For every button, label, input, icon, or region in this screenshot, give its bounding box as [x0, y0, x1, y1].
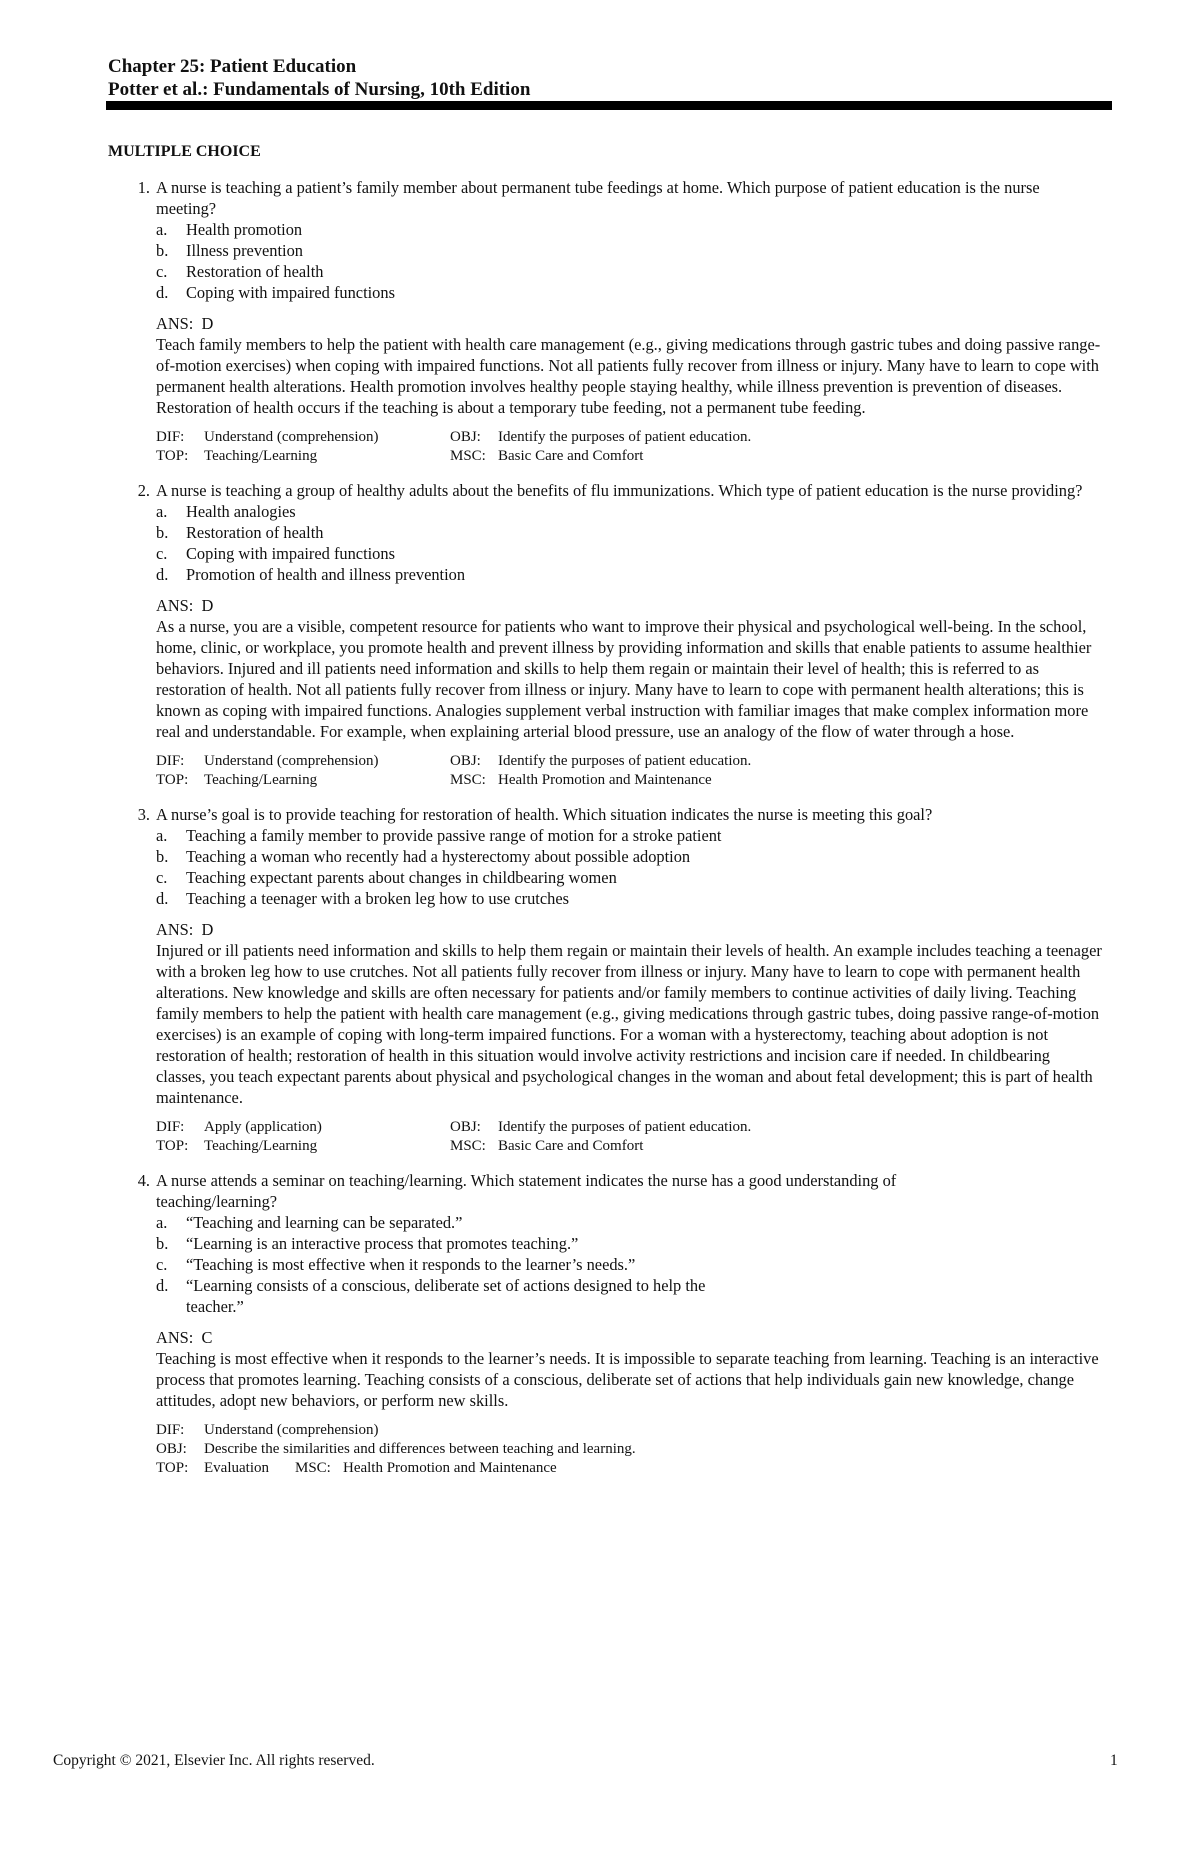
choice-text: Teaching a family member to provide passive range of motion for a stroke patient	[186, 826, 722, 845]
dif-label: DIF:	[156, 753, 185, 769]
choice-letter: a.	[156, 502, 168, 521]
choice-letter: d.	[156, 565, 169, 584]
top-value: Teaching/Learning	[204, 1138, 318, 1154]
section-title: MULTIPLE CHOICE	[108, 143, 261, 160]
choice-c	[156, 543, 1103, 564]
question-stem: A nurse attends a seminar on teaching/learning. Which statement indicates the nurse has a good understanding of teaching/learning?	[156, 1171, 897, 1211]
rationale: Teaching is most effective when it responds to the learner’s needs. It is impossible to separate teaching from learning. Teaching is an interactive process that promotes learning. Teaching consists of a conscious, deliberate set of actions that help individuals gain new knowledge, change attitudes, adopt new behaviors, or perform new skills.	[156, 1349, 1099, 1410]
question-number: 1.	[137, 178, 150, 197]
choice-b	[156, 522, 1103, 543]
question-number: 3.	[137, 805, 150, 824]
msc-label: MSC:	[294, 1460, 331, 1476]
choice-text: Promotion of health and illness prevention	[186, 565, 466, 584]
obj-label: OBJ:	[156, 1441, 187, 1457]
choice-c	[156, 261, 1103, 282]
choice-c	[156, 1254, 1103, 1275]
top-label: TOP:	[156, 1138, 189, 1154]
msc-label: MSC:	[450, 448, 486, 464]
msc-value: Health Promotion and Maintenance	[342, 1460, 557, 1476]
msc-label: MSC:	[450, 1138, 486, 1154]
answer-line	[156, 919, 1103, 940]
choice-letter: d.	[156, 1276, 169, 1295]
answer-label: ANS:	[156, 920, 194, 939]
answer-value: C	[201, 1328, 213, 1347]
choice-text: Coping with impaired functions	[186, 544, 395, 563]
top-label: TOP:	[156, 1460, 189, 1476]
msc-value: Health Promotion and Maintenance	[498, 772, 712, 788]
choice-text: Teaching expectant parents about changes in childbearing women	[186, 868, 617, 887]
top-value: Evaluation	[204, 1460, 269, 1476]
dif-value: Understand (comprehension)	[204, 1422, 379, 1438]
dif-label: DIF:	[156, 1422, 185, 1438]
copyright: Copyright © 2021, Elsevier Inc. All rights reserved.	[53, 1752, 375, 1769]
choice-letter: c.	[156, 262, 168, 281]
top-value: Teaching/Learning	[204, 448, 318, 464]
choice-letter: c.	[156, 868, 168, 887]
choice-list	[156, 1212, 1103, 1317]
answer-label: ANS:	[156, 596, 194, 615]
choice-letter: d.	[156, 283, 169, 302]
choice-d	[156, 282, 1103, 303]
choice-letter: a.	[156, 220, 168, 239]
answer-line	[156, 313, 1103, 334]
rationale: Injured or ill patients need information and skills to help them regain or maintain their levels of health. An example includes teaching a teenager with a broken leg how to use crutches. Not all patients fully recover from illness or injury. Many have to learn to cope with permanent health alterations. New knowledge and skills are often necessary for patients and/or family members to continue activities of daily living. Teaching family members to help the patient with health care management (e.g., giving medications through gastric tubes, doing passive range-of-motion exercises) is an example of coping with long-term impaired functions. For a woman with a hysterectomy, teaching about adoption is not restoration of health; restoration of health in this situation would involve activity restrictions and incision care if needed. In childbearing classes, you teach expectant parents about physical and psychological changes in the woman and about fetal development; this is part of health maintenance.	[156, 941, 1102, 1107]
question-metadata	[156, 752, 1103, 790]
choice-d	[156, 564, 1103, 585]
choice-d	[156, 888, 1103, 909]
choice-text: Coping with impaired functions	[186, 283, 395, 302]
question-list	[108, 177, 1103, 1478]
choice-a	[156, 501, 1103, 522]
choice-b	[156, 240, 1103, 261]
question-metadata	[156, 1118, 1103, 1156]
top-label: TOP:	[156, 772, 189, 788]
question-number: 4.	[137, 1171, 150, 1190]
obj-value: Describe the similarities and differences between teaching and learning.	[204, 1441, 636, 1457]
answer-value: D	[201, 920, 214, 939]
dif-value: Understand (comprehension)	[204, 753, 379, 769]
msc-value: Basic Care and Comfort	[498, 448, 644, 464]
obj-value: Identify the purposes of patient education.	[498, 429, 752, 445]
question-1	[108, 177, 1103, 466]
choice-list	[156, 501, 1103, 585]
choice-text: “Learning is an interactive process that promotes teaching.”	[186, 1234, 579, 1253]
choice-text: “Learning consists of a conscious, deliberate set of actions designed to help the teacher.”	[186, 1276, 706, 1316]
choice-c	[156, 867, 1103, 888]
page-number: 1	[1110, 1752, 1118, 1769]
choice-a	[156, 219, 1103, 240]
dif-value: Understand (comprehension)	[204, 429, 379, 445]
obj-value: Identify the purposes of patient education.	[498, 753, 752, 769]
choice-list	[156, 219, 1103, 303]
obj-label: OBJ:	[450, 429, 481, 445]
obj-label: OBJ:	[450, 753, 481, 769]
choice-letter: b.	[156, 241, 169, 260]
choice-list	[156, 825, 1103, 909]
answer-value: D	[201, 596, 214, 615]
choice-text: “Teaching is most effective when it responds to the learner’s needs.”	[186, 1255, 636, 1274]
question-4	[108, 1170, 1103, 1478]
msc-label: MSC:	[450, 772, 486, 788]
choice-b	[156, 846, 1103, 867]
question-metadata	[156, 428, 1103, 466]
choice-letter: a.	[156, 826, 168, 845]
choice-letter: b.	[156, 523, 169, 542]
choice-letter: b.	[156, 847, 169, 866]
answer-line	[156, 1327, 1103, 1348]
top-label: TOP:	[156, 448, 189, 464]
book-title: Potter et al.: Fundamentals of Nursing, 10th Edition	[108, 79, 531, 100]
choice-text: Health promotion	[186, 220, 303, 239]
obj-label: OBJ:	[450, 1119, 481, 1135]
top-value: Teaching/Learning	[204, 772, 318, 788]
dif-label: DIF:	[156, 429, 185, 445]
header-rule	[106, 101, 1112, 110]
choice-text: Restoration of health	[186, 262, 324, 281]
choice-letter: c.	[156, 544, 168, 563]
chapter-title: Chapter 25: Patient Education	[108, 56, 357, 77]
choice-text: Teaching a teenager with a broken leg how to use crutches	[186, 889, 569, 908]
question-stem: A nurse is teaching a patient’s family member about permanent tube feedings at home. Which purpose of patient education is the nurse meeting?	[156, 178, 1040, 218]
question-stem: A nurse’s goal is to provide teaching for restoration of health. Which situation indicates the nurse is meeting this goal?	[156, 805, 933, 824]
rationale: As a nurse, you are a visible, competent resource for patients who want to improve their physical and psychological well-being. In the school, home, clinic, or workplace, you promote health and prevent illness by providing information and skills that enable patients to assume healthier behaviors. Injured and ill patients need information and skills to help them regain or maintain their level of health; this is referred to as restoration of health. Not all patients fully recover from illness or injury. Many have to learn to cope with permanent health alterations; this is known as coping with impaired functions. Analogies supplement verbal instruction with familiar images that make complex information more real and understandable. For example, when explaining arterial blood pressure, use an analogy of the flow of water through a hose.	[156, 617, 1092, 741]
msc-value: Basic Care and Comfort	[498, 1138, 644, 1154]
obj-value: Identify the purposes of patient education.	[498, 1119, 752, 1135]
choice-b	[156, 1233, 1103, 1254]
choice-a	[156, 825, 1103, 846]
choice-letter: d.	[156, 889, 169, 908]
answer-label: ANS:	[156, 314, 194, 333]
question-2	[108, 480, 1103, 790]
rationale: Teach family members to help the patient with health care management (e.g., giving medications through gastric tubes and doing passive range-of-motion exercises) when coping with impaired functions. Not all patients fully recover from illness or injury. Many have to learn to cope with permanent health alterations. Health promotion involves healthy people staying healthy, while illness prevention is prevention of diseases. Restoration of health occurs if the teaching is about a temporary tube feeding, not a permanent tube feeding.	[156, 335, 1101, 417]
choice-a	[156, 1212, 1103, 1233]
answer-label: ANS:	[156, 1328, 194, 1347]
question-stem: A nurse is teaching a group of healthy adults about the benefits of flu immunizations. Which type of patient education is the nurse providing?	[156, 481, 1083, 500]
question-3	[108, 804, 1103, 1156]
choice-text: “Teaching and learning can be separated.”	[186, 1213, 463, 1232]
document-header	[108, 55, 1108, 101]
choice-d	[156, 1275, 1103, 1317]
answer-line	[156, 595, 1103, 616]
question-number: 2.	[137, 481, 150, 500]
choice-text: Health analogies	[186, 502, 296, 521]
answer-value: D	[201, 314, 214, 333]
choice-text: Illness prevention	[186, 241, 303, 260]
choice-letter: a.	[156, 1213, 168, 1232]
choice-letter: b.	[156, 1234, 169, 1253]
choice-text: Teaching a woman who recently had a hysterectomy about possible adoption	[186, 847, 691, 866]
dif-value: Apply (application)	[204, 1119, 322, 1135]
question-metadata	[156, 1421, 1103, 1478]
choice-text: Restoration of health	[186, 523, 324, 542]
choice-letter: c.	[156, 1255, 168, 1274]
dif-label: DIF:	[156, 1119, 185, 1135]
